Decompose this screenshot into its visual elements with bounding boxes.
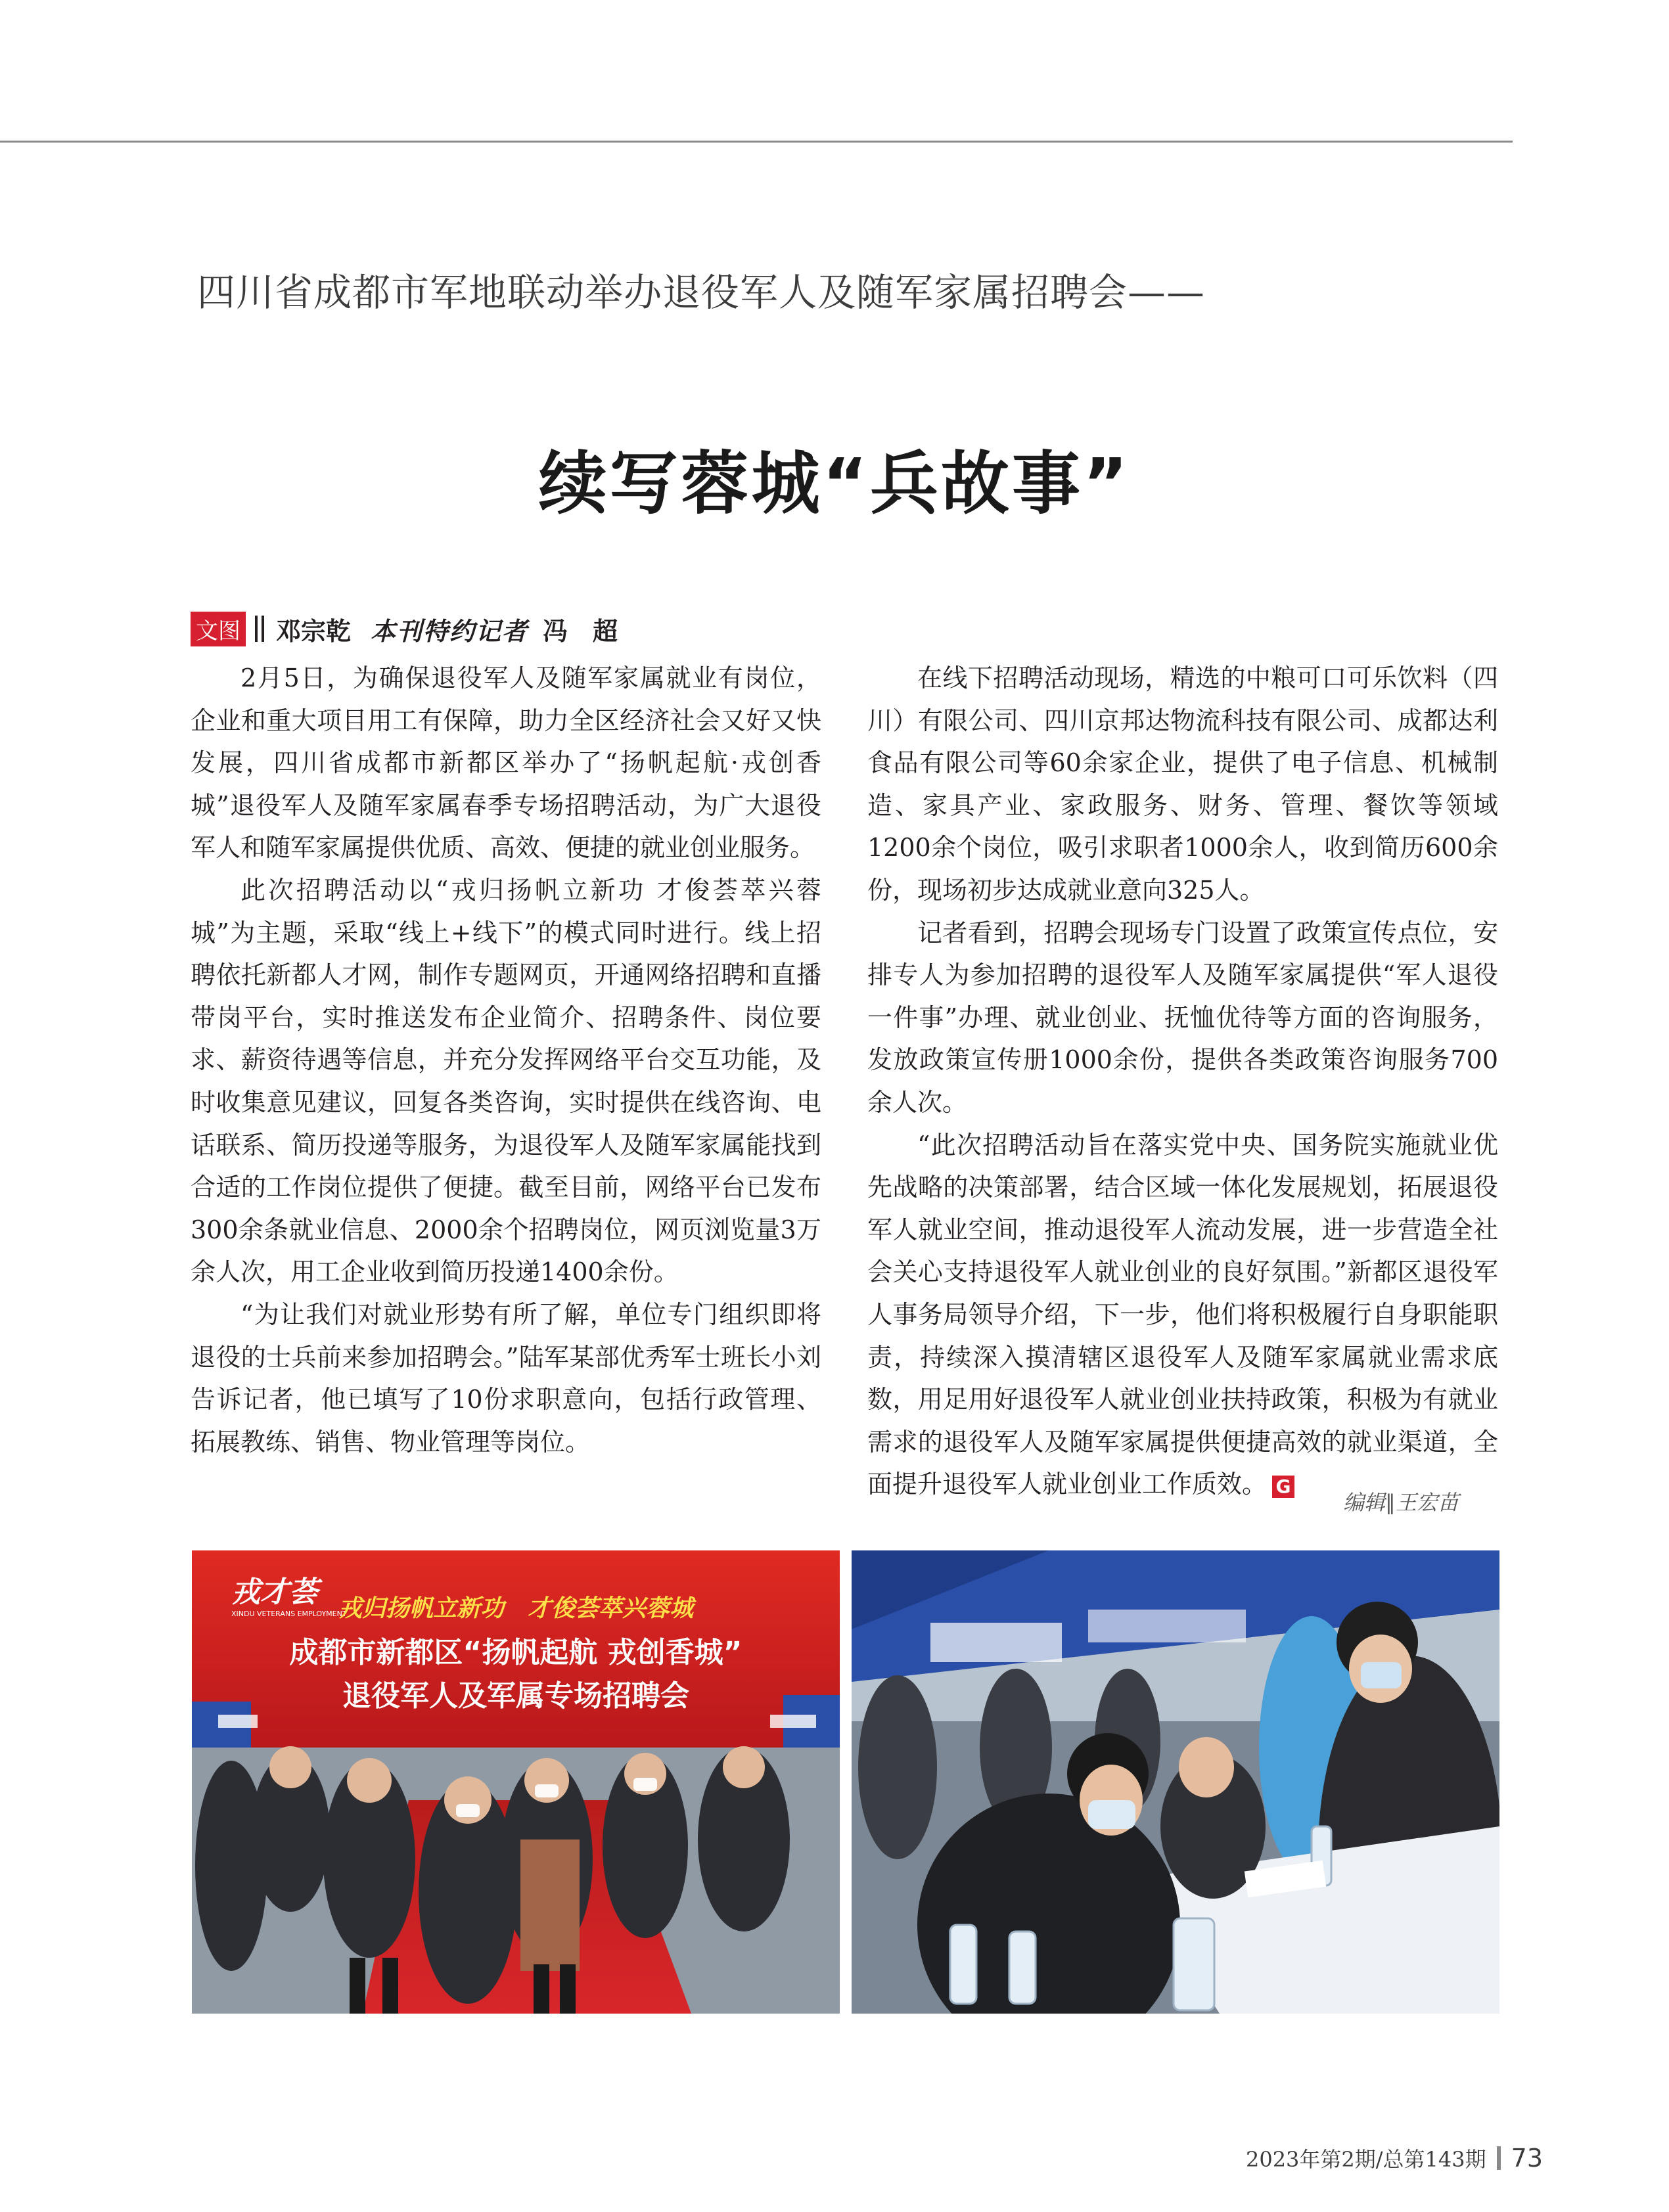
end-mark-icon: G	[1272, 1476, 1294, 1498]
page-number: 73	[1511, 2144, 1543, 2173]
left-column	[191, 657, 821, 1463]
paragraph: 在线下招聘活动现场，精选的中粮可口可乐饮料（四川）有限公司、四川京邦达物流科技有限公司、成都达利食品有限公司等60余家企业，提供了电子信息、机械制造、家具产业、家政服务、财务、管理、餐饮等领域1200余个岗位，吸引求职者1000余人，收到简历600余份，现场初步达成就业意向325人。	[867, 664, 1498, 905]
article-title: 续写蓉城“兵故事”	[538, 443, 1131, 524]
paragraph: 记者看到，招聘会现场专门设置了政策宣传点位，安排专人为参加招聘的退役军人及随军家属提供“军人退役一件事”办理、就业创业、抚恤优待等方面的咨询服务，发放政策宣传册1000余份，提供各类政策咨询服务700余人次。	[867, 918, 1498, 1117]
page-footer	[1246, 2143, 1543, 2173]
article-kicker: 四川省成都市军地联动举办退役军人及随军家属招聘会——	[197, 270, 1206, 315]
paragraph	[867, 1124, 1498, 1506]
byline-author: 邓宗乾	[276, 616, 352, 646]
top-rule	[0, 141, 1513, 143]
logo-text: 戎才荟	[231, 1575, 318, 1609]
byline-divider	[255, 616, 258, 642]
byline	[191, 612, 618, 645]
slogan-text: 戎归扬帆立新功 才俊荟萃兴蓉城	[338, 1594, 694, 1622]
job-fair-entrance-photo	[192, 1550, 840, 2014]
editor-credit: 编辑∥王宏苗	[1342, 1490, 1459, 1515]
consultation-table-photo	[852, 1550, 1499, 2014]
footer-divider	[1497, 2146, 1501, 2170]
banner-line-1: 成都市新都区“扬帆起航 戎创香城”	[289, 1636, 743, 1669]
paragraph: “为让我们对就业形势有所了解，单位专门组织即将退役的士兵前来参加招聘会。”陆军某部优秀军士班长小刘告诉记者，他已填写了10份求职意向，包括行政管理、拓展教练、销售、物业管理等岗位。	[191, 1299, 821, 1456]
right-column	[867, 657, 1498, 1506]
issue-label: 2023年第2期/总第143期	[1245, 2147, 1486, 2172]
paragraph: 此次招聘活动以“戎归扬帆立新功 才俊荟萃兴蓉城”为主题，采取“线上+线下”的模式同时进行。线上招聘依托新都人才网，制作专题网页，开通网络招聘和直播带岗平台，实时推送发布企业简介、招聘条件、岗位要求、薪资待遇等信息，并充分发挥网络平台交互功能，及时收集意见建议，回复各类咨询，实时提供在线咨询、电话联系、简历投递等服务，为退役军人及随军家属能找到合适的工作岗位提供了便捷。截至目前，网络平台已发布300余条就业信息、2000余个招聘岗位，网页浏览量3万余人次，用工企业收到简历投递1400余份。	[191, 875, 821, 1287]
byline-divider	[262, 616, 264, 642]
paragraph-text: “此次招聘活动旨在落实党中央、国务院实施就业优先战略的决策部署，结合区域一体化发展规划，拓展退役军人就业空间，推动退役军人流动发展，进一步营造全社会关心支持退役军人就业创业的良好氛围。”新都区退役军人事务局领导介绍，下一步，他们将积极履行自身职能职责，持续深入摸清辖区退役军人及随军家属就业需求底数，用足用好退役军人就业创业扶持政策，积极为有就业需求的退役军人及随军家属提供便捷高效的就业渠道，全面提升退役军人就业创业工作质效。	[867, 1130, 1498, 1499]
paragraph: 2月5日，为确保退役军人及随军家属就业有岗位，企业和重大项目用工有保障，助力全区经济社会又好又快发展，四川省成都市新都区举办了“扬帆起航·戎创香城”退役军人及随军家属春季专场招聘活动，为广大退役军人和随军家属提供优质、高效、便捷的就业创业服务。	[191, 664, 821, 863]
logo-subtext: XINDU VETERANS EMPLOYMENT	[231, 1610, 347, 1618]
byline-author: 冯 超	[543, 616, 618, 646]
banner-line-2: 退役军人及军属专场招聘会	[342, 1679, 689, 1713]
byline-tag: 文图	[191, 612, 246, 646]
byline-role: 本刊特约记者	[371, 616, 529, 646]
